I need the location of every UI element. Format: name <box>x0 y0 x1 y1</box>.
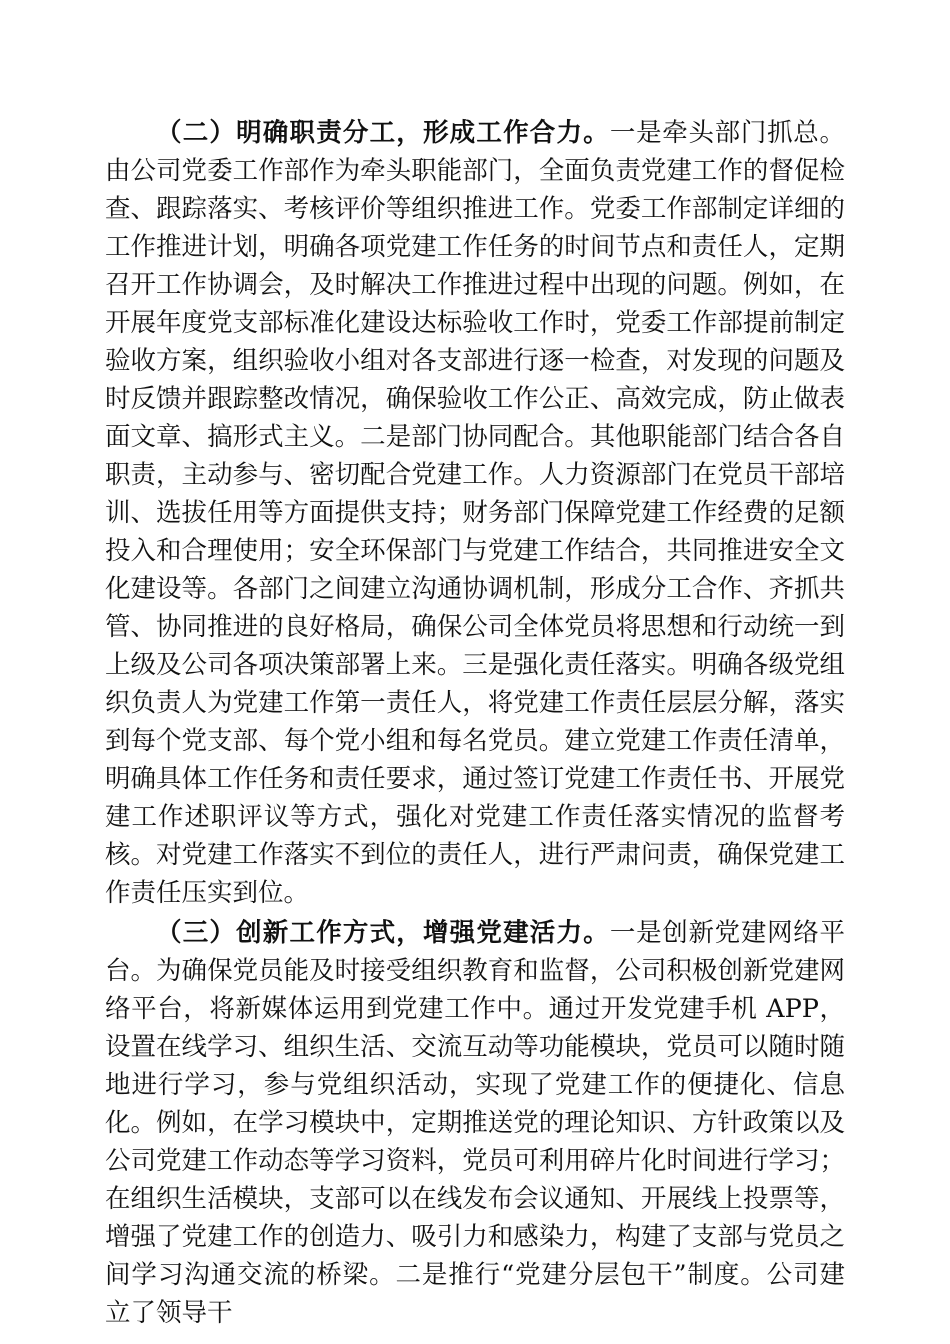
paragraph-text-3: 一是创新党建网络平台。为确保党员能及时接受组织教育和监督，公司积极创新党建网络平台，将新媒体运用到党建工作中。通过开发党建手机 APP，设置在线学习、组织生活、交流互动等功能模块，党员可以随时随地进行学习，参与党组织活动，实现了党建工作的便捷化、信息化。例如，在学习模块中，定期推送党的理论知识、方针政策以及公司党建工作动态等学习资料，党员可利用碎片化时间进行学习；在组织生活模块，支部可以在线发布会议通知、开展线上投票等，增强了党建工作的创造力、吸引力和感染力，构建了支部与党员之间学习沟通交流的桥梁。二是推行“党建分层包干”制度。公司建立了领导干 <box>105 918 845 1328</box>
paragraph-text-2: 一是牵头部门抓总。由公司党委工作部作为牵头职能部门，全面负责党建工作的督促检查、跟踪落实、考核评价等组织推进工作。党委工作部制定详细的工作推进计划，明确各项党建工作任务的时间节点和责任人，定期召开工作协调会，及时解决工作推进过程中出现的问题。例如，在开展年度党支部标准化建设达标验收工作时，党委工作部提前制定验收方案，组织验收小组对各支部进行逐一检查，对发现的问题及时反馈并跟踪整改情况，确保验收工作公正、高效完成，防止做表面文章、搞形式主义。二是部门协同配合。其他职能部门结合各自职责，主动参与、密切配合党建工作。人力资源部门在党员干部培训、选拔任用等方面提供支持；财务部门保障党建工作经费的足额投入和合理使用；安全环保部门与党建工作结合，共同推进安全文化建设等。各部门之间建立沟通协调机制，形成分工合作、齐抓共管、协同推进的良好格局，确保公司全体党员将思想和行动统一到上级及公司各项决策部署上来。三是强化责任落实。明确各级党组织负责人为党建工作第一责任人，将党建工作责任层层分解，落实到每个党支部、每个党小组和每名党员。建立党建工作责任清单，明确具体工作任务和责任要求，通过签订党建工作责任书、开展党建工作述职评议等方式，强化对党建工作责任落实情况的监督考核。对党建工作落实不到位的责任人，进行严肃问责，确保党建工作责任压实到位。 <box>105 118 845 908</box>
section-heading-3: （三）创新工作方式，增强党建活力。 <box>156 918 610 948</box>
paragraph-innovate-methods <box>105 914 845 1332</box>
paragraph-responsibility-division <box>105 114 845 912</box>
document-body <box>105 114 845 1334</box>
section-heading-2: （二）明确职责分工，形成工作合力。 <box>156 118 610 148</box>
